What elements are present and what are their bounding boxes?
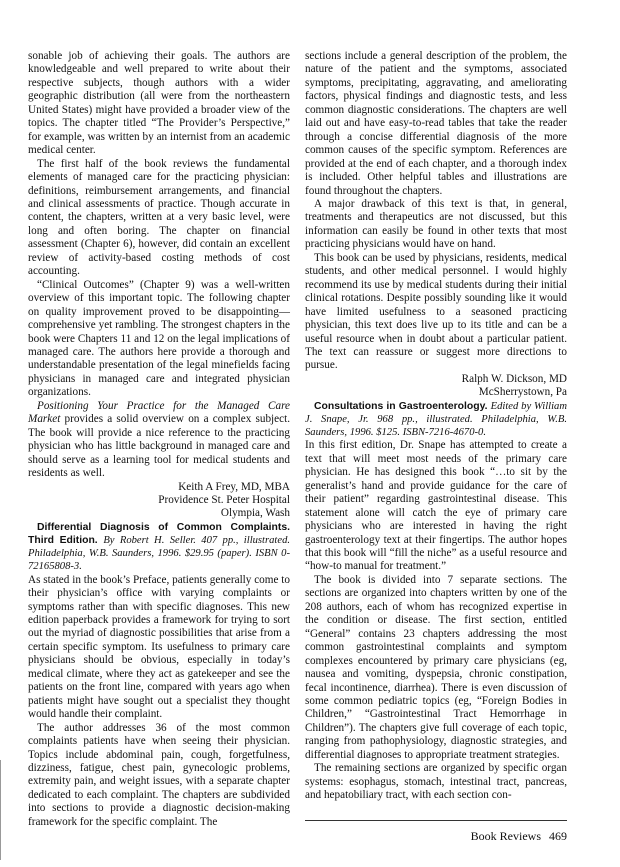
- binding-edge-mark: [0, 760, 7, 860]
- review-paragraph: The remaining sections are organized by specific organ systems: esophagus, stomach, intestinal tract, pancreas, and hepatobiliary tract, with each section con-: [305, 762, 567, 802]
- reviewer-location: Olympia, Wash: [220, 507, 290, 520]
- reviewer-affiliation: Providence St. Peter Hospital: [158, 493, 290, 506]
- reviewer-name: Ralph W. Dickson, MD: [461, 372, 567, 385]
- review-paragraph: The first half of the book reviews the fundamental elements of managed care for the practicing physician: definitions, reimbursement arrangements, and financial and clinical assessments of practice. Though accurate in content, the chapters, written at a very basic level, were long and often boring. The chapter on financial assessment (Chapter 6), however, did contain an excellent review of activity-based costing methods of cost accounting.: [28, 157, 290, 278]
- review-paragraph: In this first edition, Dr. Snape has attempted to create a text that will meet most needs of the primary care physician. He has designed this book “…to sit by the generalist’s hand and provide guidance for the care of their patient” regarding gastrointestinal disease. This statement alone will catch the eye of primary care physicians who are interested in having the right gastroenterology text at their fingertips. The author hopes that this book will “fill the niche” as a useful resource and “how-to manual for treatment.”: [305, 439, 567, 573]
- review-paragraph: As stated in the book’s Preface, patients generally come to their physician’s office with varying complaints or symptoms rather than with specific diagnoses. This new edition paperback provides a framework for trying to sort out the myriad of diagnostic possibilities that arise from a certain specific symptom. Its usefulness to primary care physicians should be obvious, especially in today’s medical climate, where they act as gatekeeper and see the patients on the front line, compared with years ago when patients might have sought out a specialist they thought would handle their complaint.: [28, 573, 290, 721]
- review-paragraph: sonable job of achieving their goals. The authors are knowledgeable and well prepared to write about their respective subjects, though authors with a wider geographic distribution (all were from the northeastern United States) might have provided a broader view of the topics. The chapter titled “The Provider’s Perspective,” for example, was written by an internist from an academic medical center.: [28, 50, 290, 157]
- review-paragraph-text: provides a solid overview on a complex subject. The book will provide a nice reference to the practicing physician who has little background in managed care and should serve as a learning tool for medical students and residents as well.: [28, 413, 290, 480]
- running-section-title: Book Reviews: [470, 829, 541, 843]
- review-paragraph: sections include a general description of the problem, the nature of the patient and the symptoms, associated symptoms, precipitating, aggravating, and ameliorating factors, physical findings and diagnostic tests, and less common diagnostic considerations. The chapters are well laid out and have easy-to-read tables that take the reader through a concise differential diagnosis of the more common causes of the specific symptom. References are provided at the end of each chapter, and a thorough index is included. Other helpful tables and illustrations are found throughout the chapters.: [305, 50, 567, 197]
- book-title-inline: Positioning Your Practice for the Managed Care Market: [28, 399, 290, 426]
- left-column: [28, 50, 290, 829]
- book-citation: By Robert H. Seller. 407 pp., illustrated. Philadelphia, W.B. Saunders, 1996. $29.95 (paper). ISBN 0-72165808-3.: [28, 535, 291, 573]
- review-heading: [305, 400, 567, 440]
- review-paragraph: “Clinical Outcomes” (Chapter 9) was a well-written overview of this important topic. The following chapter on quality improvement proved to be disappointing—comprehensive yet rambling. The strongest chapters in the book were Chapters 11 and 12 on the legal implications of managed care. The authors here provide a thorough and understandable presentation of the legal minefields facing physicians in managed care and integrated physician organizations.: [28, 278, 290, 399]
- book-citation: Edited by William J. Snape, Jr. 968 pp., illustrated. Philadelphia, W.B. Saunders, 1996. $125. ISBN-7216-4670-0.: [305, 400, 567, 439]
- page-footer: [305, 820, 567, 844]
- reviewer-location: McSherrystown, Pa: [478, 386, 567, 399]
- reviewer-name: Keith A Frey, MD, MBA: [178, 480, 290, 493]
- review-paragraph: [28, 400, 290, 481]
- right-column: [305, 50, 567, 803]
- book-title: Consultations in Gastroenterology.: [314, 400, 488, 412]
- review-paragraph: The author addresses 36 of the most common complaints patients have when seeing their physician. Topics include abdominal pain, cough, forgetfulness, dizziness, fatigue, chest pain, gynecologic problems, extremity pain, and weight issues, with a separate chapter dedicated to each complaint. The chapters are subdivided into sections to provide a diagnostic decision-making framework for the specific complaint. The: [28, 721, 290, 828]
- review-paragraph: The book is divided into 7 separate sections. The sections are organized into chapters written by one of the 208 authors, each of whom has recognized expertise in the condition or disease. The first section, entitled “General” contains 23 chapters addressing the most common gastrointestinal complaints and symptom complexes encountered by primary care physicians (eg, nausea and vomiting, dyspepsia, chronic constipation, fecal incontinence, diarrhea). There is even discussion of some common pediatric topics (eg, “Foreign Bodies in Children,” “Gastrointestinal Tract Hemorrhage in Children”). The chapters give full coverage of each topic, ranging from pathophysiology, diagnostic strategies, and differential diagnoses to appropriate treatment strategies.: [305, 573, 567, 761]
- review-heading: [28, 521, 290, 574]
- page-number: 469: [549, 829, 567, 843]
- review-paragraph: This book can be used by physicians, residents, medical students, and other medical personnel. I would highly recommend its use by medical students during their initial clinical rotations. Despite possibly sounding like it would have limited usefulness to a seasoned practicing physician, this text does live up to its title and can be a useful resource when in doubt about a particular patient. The text can reassure or suggest more directions to pursue.: [305, 251, 567, 372]
- book-title: Differential Diagnosis of Common Complaints. Third Edition.: [28, 521, 290, 547]
- review-paragraph: A major drawback of this text is that, in general, treatments and therapeutics are not discussed, but this information can easily be found in other texts that most practicing physicians would have on hand.: [305, 197, 567, 251]
